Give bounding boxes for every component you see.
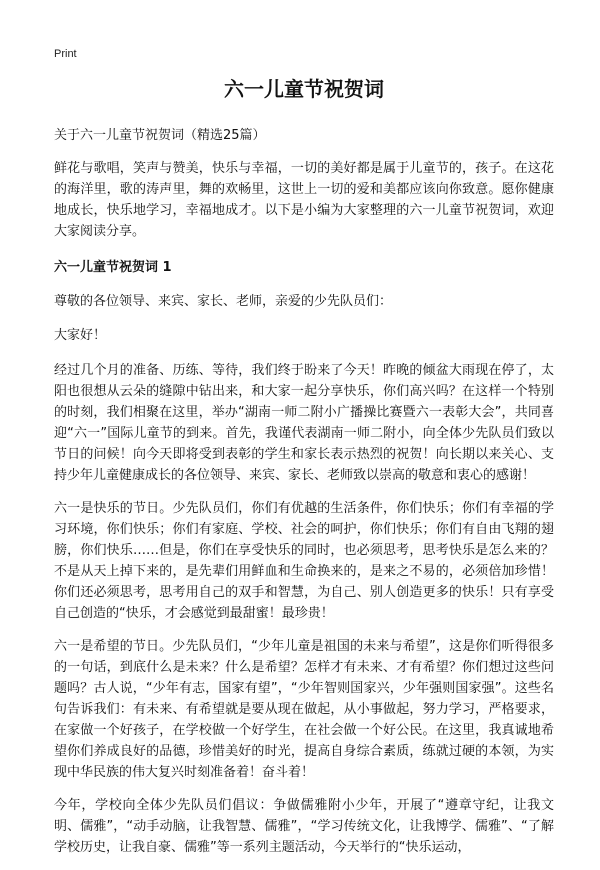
body-paragraph: 今年，学校向全体少先队员们倡议：争做儒雅附小少年，开展了“遵章守纪，让我文明、儒雅”，“动手动脑，让我智慧、儒雅”，“学习传统文化，让我博学、儒雅”、“了解学校历史，让我自豪、儒雅”等一系列主题活动，今天举行的“快乐运动， — [54, 798, 554, 855]
print-link[interactable]: Print — [54, 48, 77, 60]
page-title: 六一儿童节祝贺词 — [224, 77, 384, 101]
body-paragraph: 六一是快乐的节日。少先队员们，你们有优越的生活条件，你们快乐；你们有幸福的学习环境，你们快乐；你们有家庭、学校、社会的呵护，你们快乐；你们有自由飞翔的翅膀，你们快乐……但是，你们在享受快乐的同时，也必须思考，思考快乐是怎么来的？不是从天上掉下来的，是先辈们用鲜血和生命换来的，是来之不易的，必须倍加珍惜！你们还必须思考，思考用自己的双手和智慧，为自己、别人创造更多的快乐！只有享受自己创造的“快乐，才会感觉到最甜蜜！最珍贵！ — [54, 501, 554, 621]
section-heading: 六一儿童节祝贺词 1 — [54, 260, 172, 275]
salutation: 尊敬的各位领导、来宾、家长、老师，亲爱的少先队员们： — [54, 294, 393, 309]
greeting: 大家好！ — [54, 328, 107, 343]
document-subtitle: 关于六一儿童节祝贺词（精选25篇） — [54, 128, 266, 143]
document-body — [54, 74, 554, 870]
body-paragraph: 六一是希望的节日。少先队员们，“少年儿童是祖国的未来与希望”，这是你们听得很多的一句话，到底什么是未来？什么是希望？怎样才有未来、才有希望？你们想过这些问题吗？古人说，“少年有志，国家有望”，“少年智则国家兴，少年强则国家强”。这些名句告诉我们：有未来、有希望就是要从现在做起，从小事做起，努力学习，严格要求，在家做一个好孩子，在学校做一个好学生，在社会做一个好公民。在这里，我真诚地希望你们养成良好的品德，珍惜美好的时光，提高自身综合素质，练就过硬的本领，为实现中华民族的伟大复兴时刻准备着！奋斗着！ — [54, 639, 554, 780]
body-paragraph: 经过几个月的准备、历练、等待，我们终于盼来了今天！昨晚的倾盆大雨现在停了，太阳也很想从云朵的缝隙中钻出来，和大家一起分享快乐，你们高兴吗？在这样一个特别的时刻，我们相聚在这里，举办“湖南一师二附小广播操比赛暨六一表彰大会”，共同喜迎“六一”国际儿童节的到来。首先，我谨代表湖南一师二附小，向全体少先队员们致以节日的问候！向今天即将受到表彰的学生和家长表示热烈的祝贺！向长期以来关心、支持少年儿童健康成长的各位领导、来宾、家长、老师致以崇高的敬意和衷心的感谢！ — [54, 363, 554, 483]
intro-paragraph: 鲜花与歌唱，笑声与赞美，快乐与幸福，一切的美好都是属于儿童节的，孩子。在这花的海洋里，歌的涛声里，舞的欢畅里，这世上一切的爱和美都应该向你致意。愿你健康地成长，快乐地学习，幸福地成才。以下是小编为大家整理的六一儿童节祝贺词，欢迎大家阅读分享。 — [54, 161, 554, 239]
